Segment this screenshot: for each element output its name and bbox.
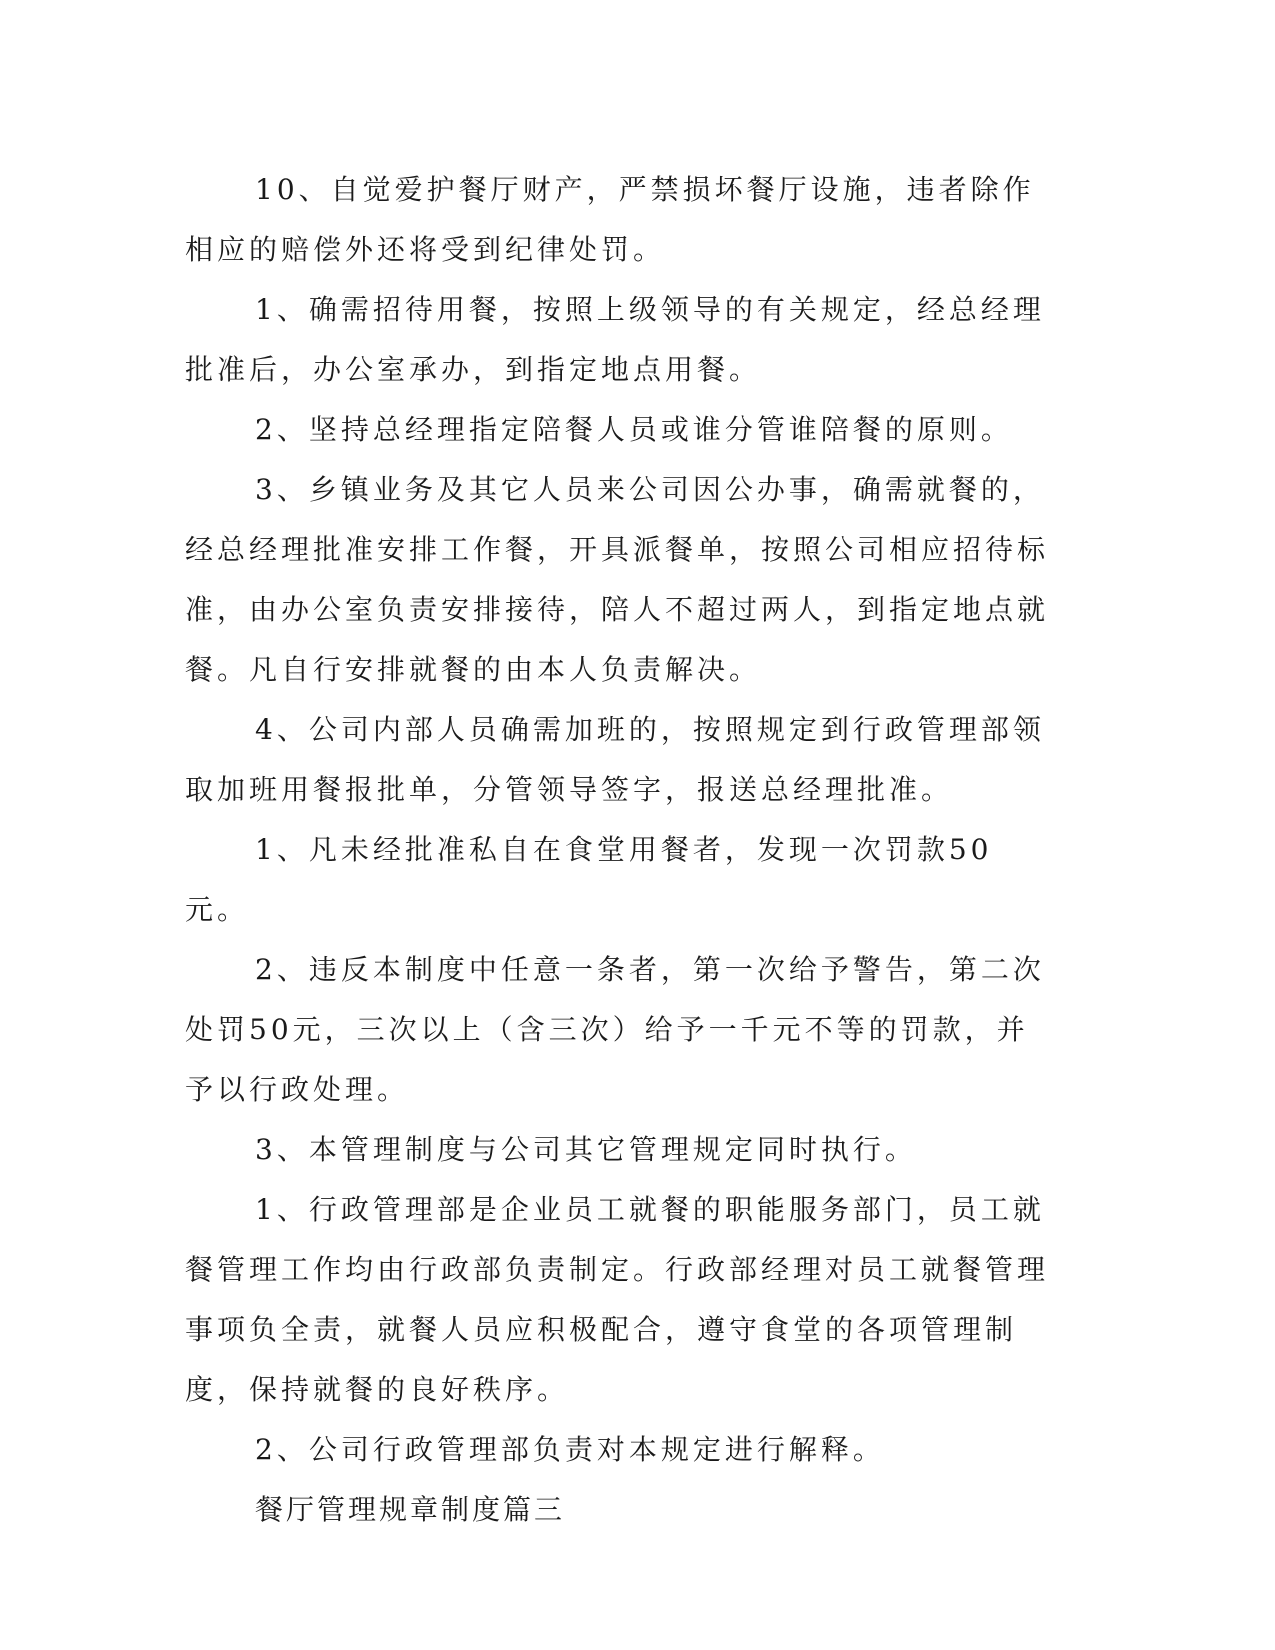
paragraph: 4、公司内部人员确需加班的，按照规定到行政管理部领取加班用餐报批单，分管领导签字，报送总经理批准。 bbox=[185, 713, 1045, 806]
paragraph: 2、坚持总经理指定陪餐人员或谁分管谁陪餐的原则。 bbox=[255, 413, 1013, 446]
paragraph: 2、公司行政管理部负责对本规定进行解释。 bbox=[255, 1433, 885, 1466]
paragraph: 1、确需招待用餐，按照上级领导的有关规定，经总经理批准后，办公室承办，到指定地点用餐。 bbox=[185, 293, 1045, 386]
paragraph: 3、乡镇业务及其它人员来公司因公办事，确需就餐的，经总经理批准安排工作餐，开具派餐单，按照公司相应招待标准，由办公室负责安排接待，陪人不超过两人，到指定地点就餐。凡自行安排就餐的由本人负责解决。 bbox=[185, 473, 1050, 686]
document-body bbox=[185, 160, 1055, 1540]
paragraph: 1、凡未经批准私自在食堂用餐者，发现一次罚款50元。 bbox=[185, 833, 993, 926]
paragraph: 10、自觉爱护餐厅财产，严禁损坏餐厅设施，违者除作相应的赔偿外还将受到纪律处罚。 bbox=[185, 173, 1035, 266]
paragraph: 3、本管理制度与公司其它管理规定同时执行。 bbox=[255, 1133, 917, 1166]
section-heading: 餐厅管理规章制度篇三 bbox=[255, 1493, 566, 1526]
paragraph: 1、行政管理部是企业员工就餐的职能服务部门，员工就餐管理工作均由行政部负责制定。行政部经理对员工就餐管理事项负全责，就餐人员应积极配合，遵守食堂的各项管理制度，保持就餐的良好秩序。 bbox=[185, 1193, 1050, 1406]
paragraph: 2、违反本制度中任意一条者，第一次给予警告，第二次处罚50元，三次以上（含三次）给予一千元不等的罚款，并予以行政处理。 bbox=[185, 953, 1045, 1106]
